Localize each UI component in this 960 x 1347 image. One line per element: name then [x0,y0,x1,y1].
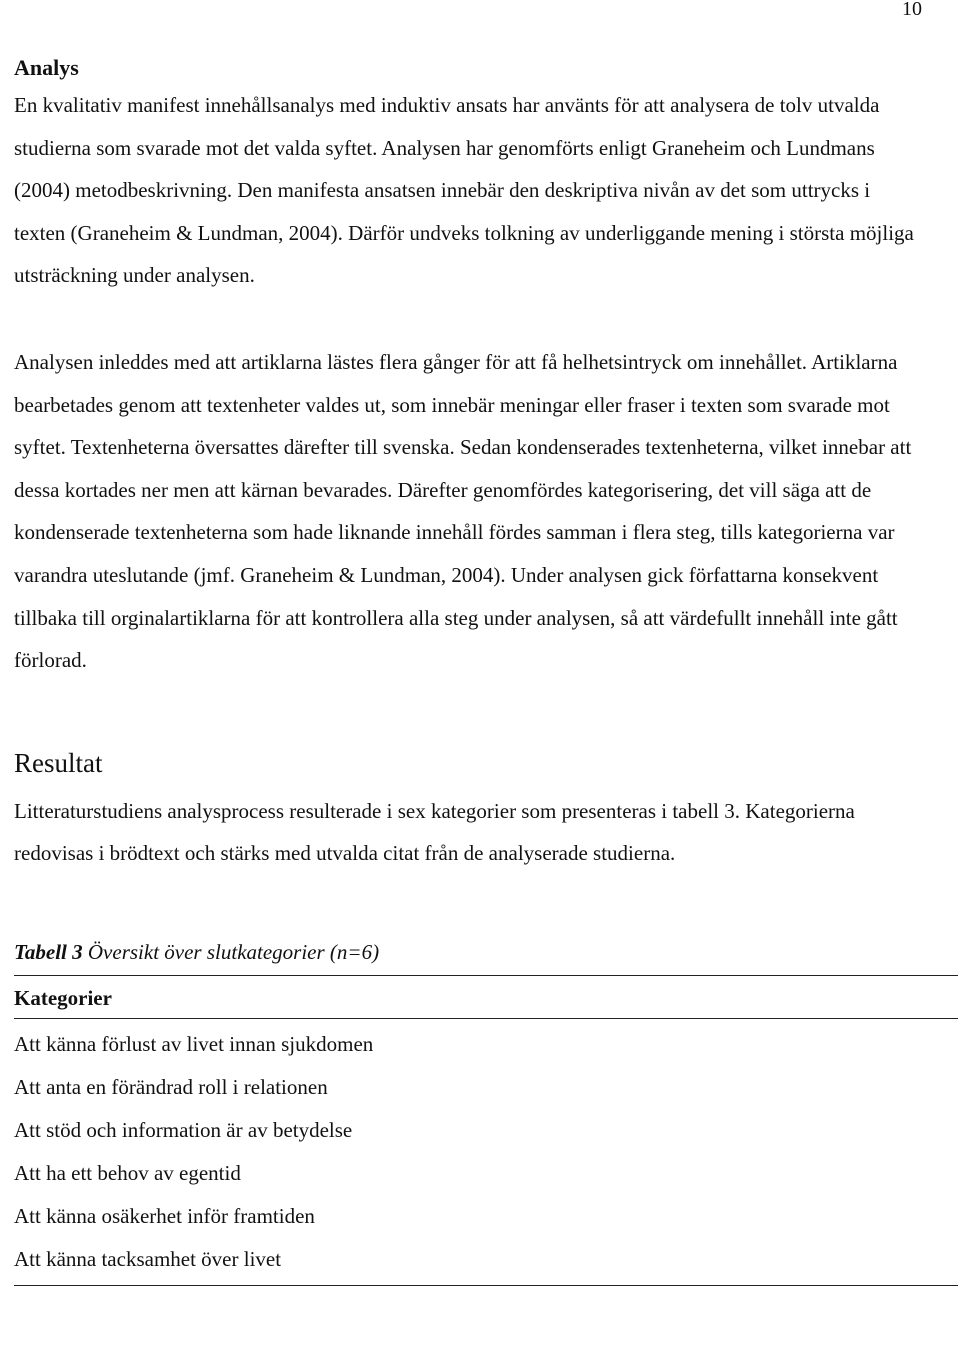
table-header: Kategorier [14,975,958,1019]
document-content [14,52,924,1286]
table-row: Att anta en förändrad roll i relationen [14,1074,328,1099]
table-caption-label: Tabell 3 [14,939,83,964]
table-caption [14,937,924,967]
table-caption-text: Översikt över slutkategorier (n=6) [82,939,380,964]
table-row: Att ha ett behov av egentid [14,1160,241,1185]
table-body [14,1019,958,1286]
resultat-heading: Resultat [14,747,103,778]
category-table [14,975,958,1286]
analys-paragraph-2: Analysen inleddes med att artiklarna lästes flera gånger för att få helhetsintryck om innehållet. Artiklarna bearbetades genom att textenheter valdes ut, som innebär meningar eller fraser i texten som svarade mot syftet. Textenheterna översattes därefter till svenska. Sedan kondenserades textenheterna, vilket innebar att dessa kortades ner men att kärnan bevarades. Därefter genomfördes kategorisering, det vill säga att de kondenserade textenheterna som hade liknande innehåll fördes samman i flera steg, tills kategorierna var varandra uteslutande (jmf. Graneheim & Lundman, 2004). Under analysen gick författarna konsekvent tillbaka till orginalartiklarna för att kontrollera alla steg under analysen, så att värdefullt innehåll inte gått förlorad. [14,349,912,673]
table-row: Att stöd och information är av betydelse [14,1117,353,1142]
page-number: 10 [902,0,922,20]
analys-paragraph-1: En kvalitativ manifest innehållsanalys med induktiv ansats har använts för att analysera de tolv utvalda studierna som svarade mot det valda syftet. Analysen har genomförts enligt Graneheim och Lundmans (2004) metodbeskrivning. Den manifesta ansatsen innebär den deskriptiva nivån av det som uttrycks i texten (Graneheim & Lundman, 2004). Därför undveks tolkning av underliggande mening i största möjliga utsträckning under analysen. [14,93,914,288]
table-row: Att känna förlust av livet innan sjukdomen [14,1031,374,1056]
table-row: Att känna osäkerhet inför framtiden [14,1203,315,1228]
analys-heading: Analys [14,55,79,80]
resultat-paragraph: Litteraturstudiens analysprocess resulterade i sex kategorier som presenteras i tabell 3. Kategorierna redovisas i brödtext och stärks med utvalda citat från de analyserade studierna. [14,798,855,866]
table-row: Att känna tacksamhet över livet [14,1246,282,1271]
